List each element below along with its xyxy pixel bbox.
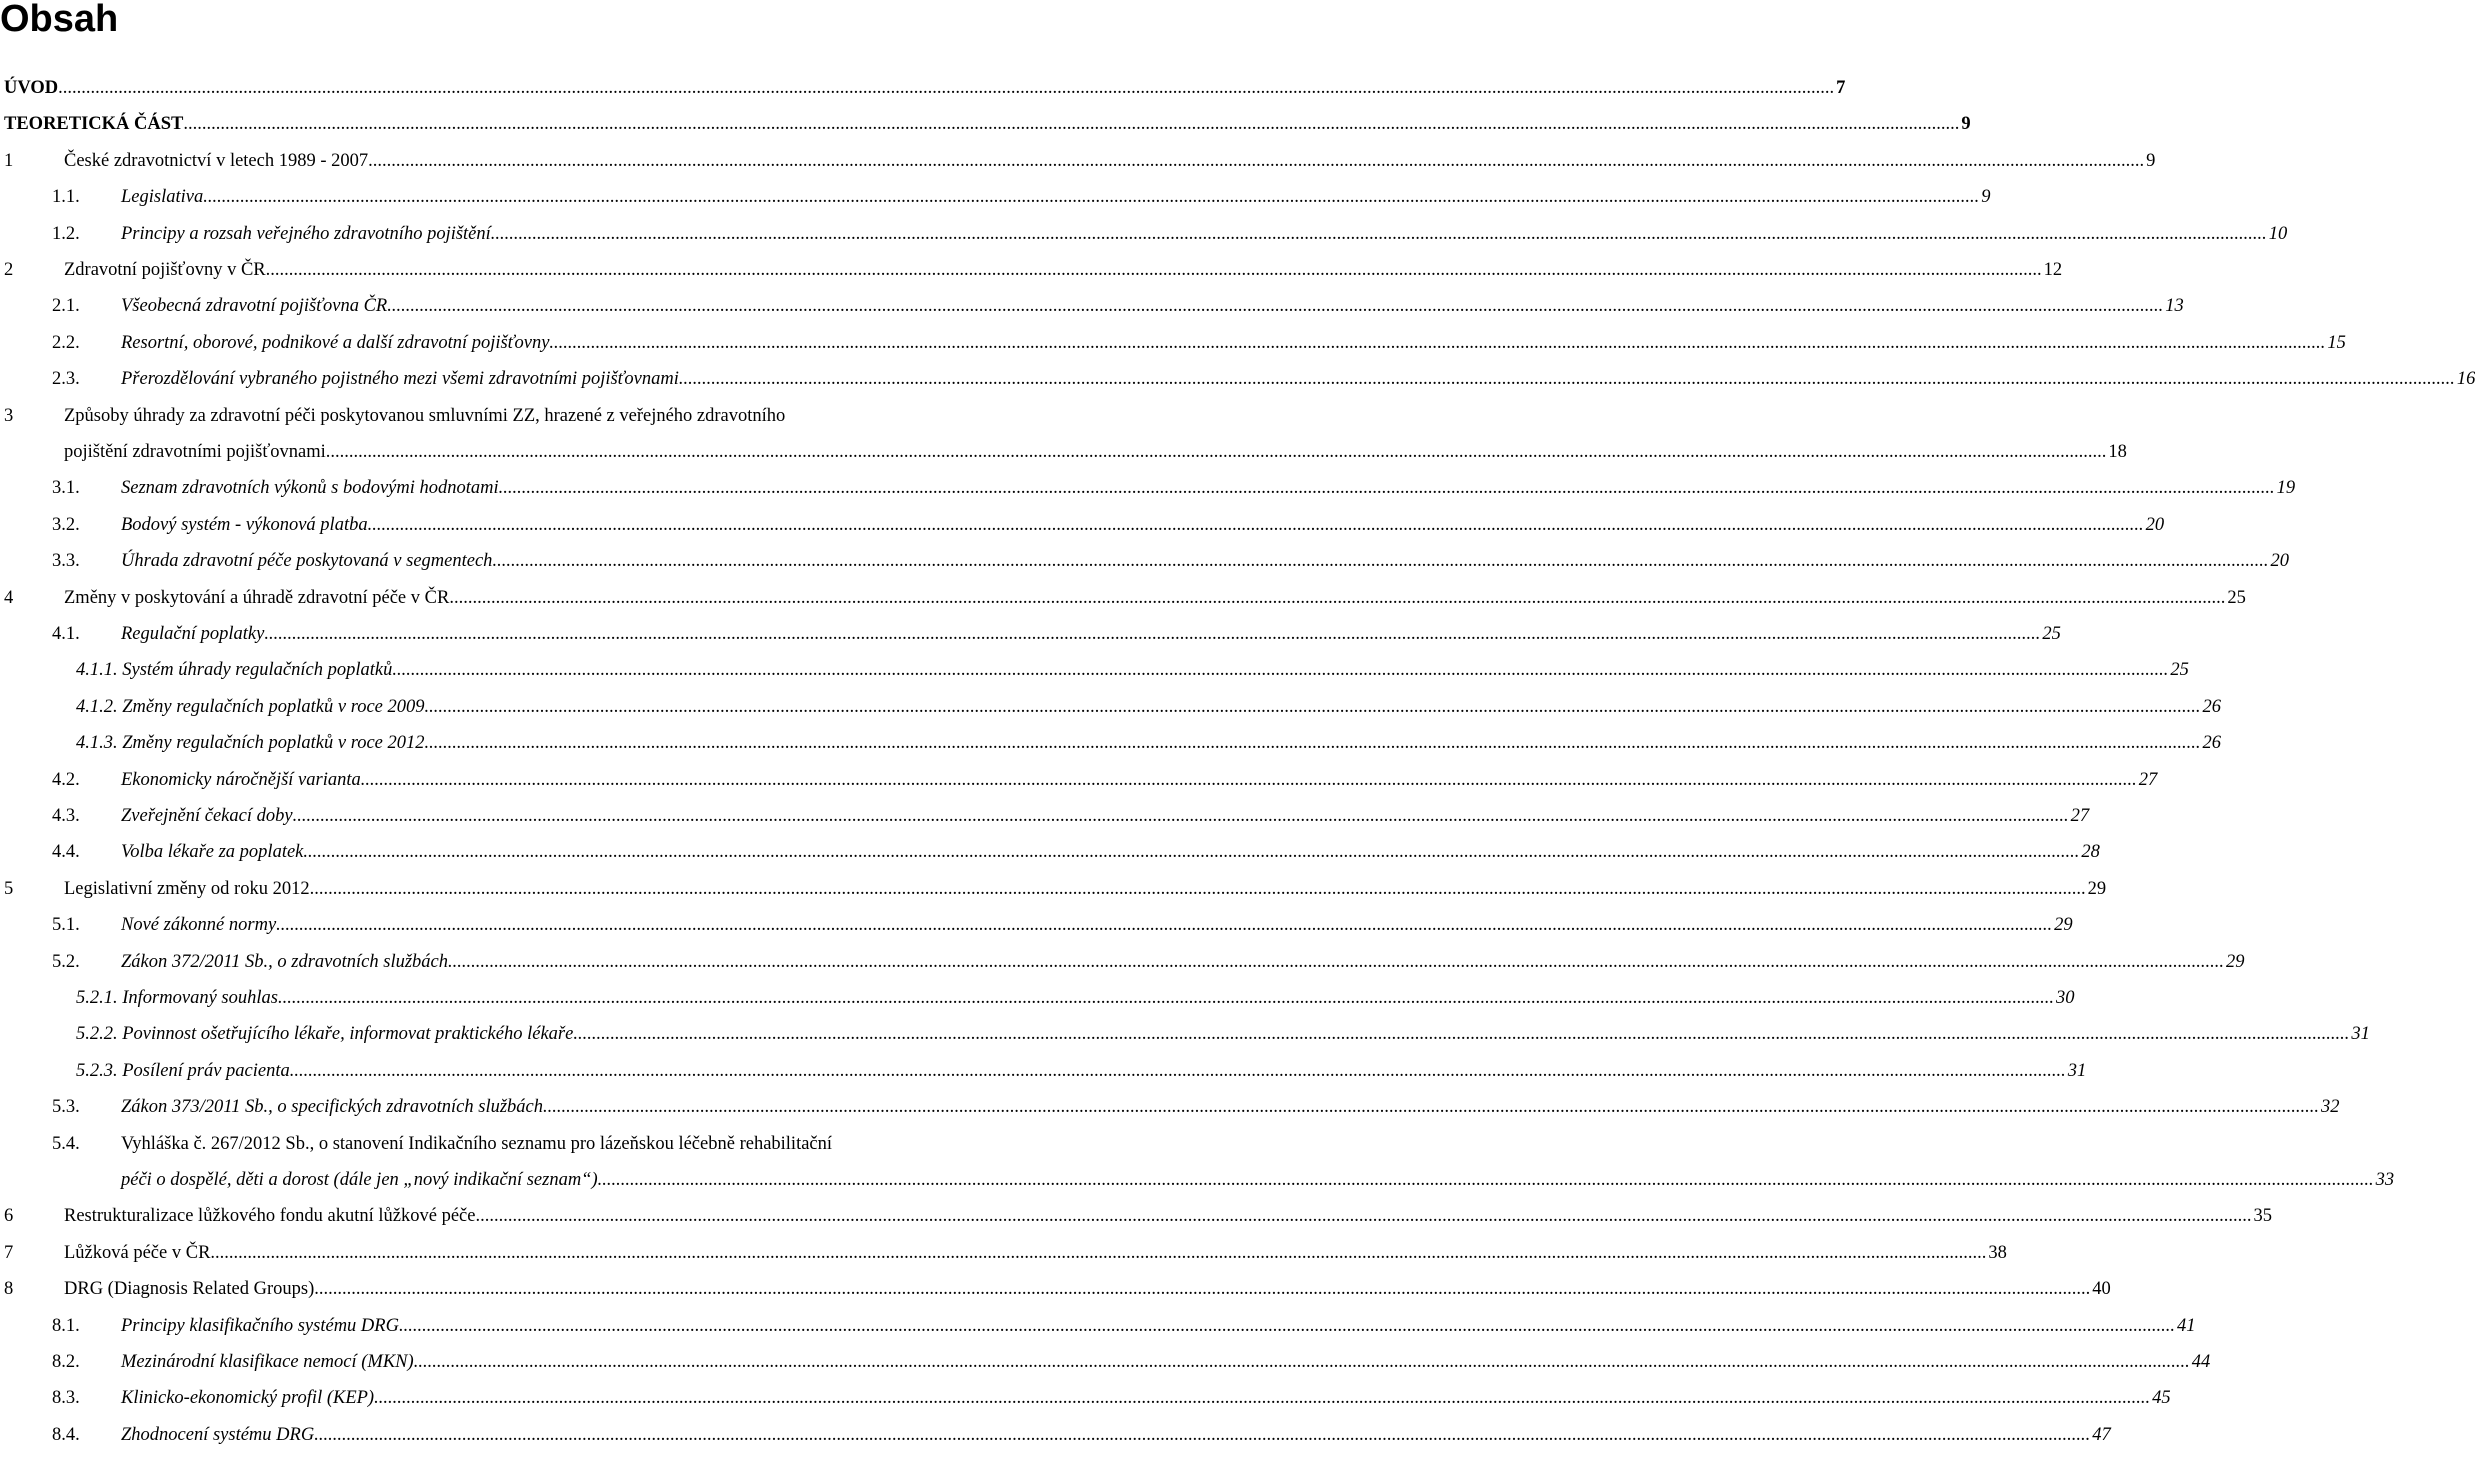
leader-dots [374,1386,2150,1410]
leader-dots [425,731,2201,755]
toc-entry-label: Lůžková péče v ČR [64,1242,211,1263]
toc-entry-page: 33 [2375,1169,2395,1190]
leader-dots [183,112,1959,136]
toc-entry-page: 27 [2070,806,2090,826]
leader-dots [414,1350,2190,1374]
toc-entry-number: 1.1. [52,187,80,208]
toc-entry-page: 9 [1981,187,1991,208]
toc-entry-number: 2.1. [52,296,80,317]
leader-dots [278,986,2054,1010]
toc-entry-label: Klinicko-ekonomický profil (KEP) [121,1388,375,1409]
toc-entry-label: pojištění zdravotními pojišťovnami. [64,441,331,462]
toc-entry-label: Zákon 373/2011 Sb., o specifických zdravotních službách [121,1097,544,1118]
toc-entry-label: Mezinárodní klasifikace nemocí (MKN) [121,1352,414,1372]
toc-entry-label: Resortní, oborové, podnikové a další zdravotní pojišťovny [121,332,550,353]
leader-dots [491,222,2267,246]
toc-entry-page: 20 [2270,551,2289,572]
leader-dots [310,877,2086,901]
leader-dots [387,294,2163,318]
toc-entry-page: 20 [2145,514,2165,535]
leader-dots [314,1277,2090,1301]
leader-dots [303,840,2079,864]
toc-entry-number: 4.4. [52,842,80,863]
toc-entry-number: 4.2. [52,769,80,790]
toc-entry-page: 28 [2081,842,2100,863]
leader-dots [368,513,2144,537]
toc-entry-page: 31 [2067,1060,2087,1081]
toc-entry-page: 27 [2138,769,2158,790]
toc-entry-number: 2.2. [52,332,80,353]
toc-entry-number: 4.3. [52,806,80,826]
leader-dots [293,804,2069,828]
toc-entry-number: 2.3. [52,369,80,390]
toc-entry-page: 45 [2152,1388,2171,1409]
leader-dots [210,1241,1986,1265]
toc-entry-number: 6 [4,1206,14,1227]
toc-entry-number: 1.2. [52,223,80,244]
leader-dots [58,76,1834,100]
toc-entry-page: 35 [2253,1206,2272,1227]
toc-entry-label: Regulační poplatky [121,624,265,644]
leader-dots [543,1095,2319,1119]
toc-entry-label: péči o dospělé, děti a dorost (dále jen „nový indikační seznam“) [121,1169,598,1190]
toc-entry-number: 5 [4,878,14,899]
toc-entry-label: Restrukturalizace lůžkového fondu akutní lůžkové péče [64,1206,476,1227]
toc-entry-page: 26 [2202,696,2222,717]
toc-entry-page: 41 [2176,1315,2196,1336]
toc-entry-page: 18 [2108,441,2127,462]
toc-entry-label: Způsoby úhrady za zdravotní péči poskytovanou smluvními ZZ, hrazené z veřejného zdravotního [64,405,786,426]
leader-dots [392,658,2168,682]
toc-entry-page: 16 [2456,369,2475,390]
leader-dots [330,440,2106,464]
page-title: Obsah [0,0,119,40]
toc-entry-page: 25 [2227,587,2246,608]
toc-entry-page: 31 [2351,1024,2370,1045]
toc-entry-page: 44 [2191,1352,2211,1372]
toc-entry-number: 2 [4,260,14,280]
leader-dots [276,913,2052,937]
toc-entry-number: 8 [4,1279,14,1300]
leader-dots [425,695,2201,719]
toc-entry-page: 19 [2276,478,2296,499]
leader-dots [475,1204,2251,1228]
toc-entry-number: 4 [4,587,14,608]
toc-entry-label: České zdravotnictví v letech 1989 - 2007 [64,150,369,171]
toc-entry-page: 15 [2327,332,2346,353]
toc-entry-number: 3.2. [52,514,80,535]
toc-entry-label: Principy klasifikačního systému DRG [121,1315,399,1336]
toc-entry-label: Legislativa [121,187,204,208]
toc-entry-number: 5.4. [52,1133,80,1154]
toc-entry-page: 29 [2226,951,2245,972]
toc-entry-label: Všeobecná zdravotní pojišťovna ČR [121,296,388,317]
toc-entry-page: 30 [2055,988,2075,1008]
toc-entry-label: 5.2.1. Informovaný souhlas [76,988,278,1008]
toc-entry-label: Bodový systém - výkonová platba [121,514,368,535]
toc-entry-label: 4.1.1. Systém úhrady regulačních poplatků [76,660,393,681]
leader-dots [679,367,2455,391]
leader-dots [449,586,2225,610]
toc-entry-number: 8.1. [52,1315,80,1336]
toc-entry-label: 4.1.2. Změny regulačních poplatků v roce 2009 [76,696,425,717]
toc-entry-page: 9 [1961,114,1971,135]
toc-entry-label: Zveřejnění čekací doby [121,806,293,826]
toc-entry-page: 29 [2054,915,2073,936]
toc-entry-number: 7 [4,1242,14,1263]
leader-dots [314,1423,2090,1447]
leader-dots [573,1022,2349,1046]
toc-entry-label: Nové zákonné normy [121,915,277,936]
leader-dots [549,331,2325,355]
leader-dots [290,1059,2066,1083]
toc-entry-label: 5.2.2. Povinnost ošetřujícího lékaře, informovat praktického lékaře [76,1024,574,1045]
toc-entry-label: Zákon 372/2011 Sb., o zdravotních službách [121,951,448,972]
toc-entry-label: TEORETICKÁ ČÁST [4,114,184,135]
leader-dots [492,549,2268,573]
toc-entry-page: 47 [2092,1424,2111,1445]
toc-entry-page: 32 [2321,1097,2340,1118]
toc-entry-label: Zhodnocení systému DRG [121,1424,315,1445]
toc-entry-label: ÚVOD [4,78,59,98]
leader-dots [448,950,2224,974]
toc-entry-label: Změny v poskytování a úhradě zdravotní péče v ČR [64,587,450,608]
toc-entry-label: DRG (Diagnosis Related Groups) [64,1279,315,1300]
toc-entry-label: Zdravotní pojišťovny v ČR [64,260,266,280]
toc-entry-number: 3.1. [52,478,80,499]
toc-entry-number: 5.2. [52,951,80,972]
toc-entry-number: 8.4. [52,1424,80,1445]
toc-entry-page: 25 [2170,660,2189,681]
leader-dots [499,476,2275,500]
toc-entry-label: Vyhláška č. 267/2012 Sb., o stanovení Indikačního seznamu pro lázeňskou léčebně rehabilitační [121,1133,833,1154]
leader-dots [598,1168,2374,1192]
toc-entry-page: 26 [2202,733,2222,754]
toc-entry-label: Seznam zdravotních výkonů s bodovými hodnotami [121,478,499,499]
leader-dots [368,149,2144,173]
toc-entry-number: 8.3. [52,1388,80,1409]
leader-dots [399,1314,2175,1338]
leader-dots [264,622,2040,646]
toc-entry-page: 7 [1836,78,1846,98]
toc-entry-page: 40 [2092,1279,2111,1300]
toc-entry-page: 10 [2268,223,2288,244]
toc-entry-number: 1 [4,150,14,171]
toc-entry-page: 29 [2087,878,2107,899]
toc-entry-number: 5.3. [52,1097,80,1118]
leader-dots [361,768,2137,792]
toc-entry-page: 25 [2042,624,2061,644]
toc-entry-number: 8.2. [52,1352,80,1372]
toc-entry-page: 12 [2043,260,2063,280]
toc-entry-label: Principy a rozsah veřejného zdravotního pojištění [121,223,491,244]
toc-entry-label: 5.2.3. Posílení práv pacienta [76,1060,290,1081]
toc-entry-label: Ekonomicky náročnější varianta [121,769,361,790]
toc-entry-label: Volba lékaře za poplatek [121,842,304,863]
toc-entry-label: Přerozdělování vybraného pojistného mezi všemi zdravotními pojišťovnami [121,369,679,390]
toc-entry-page: 13 [2165,296,2184,317]
toc-entry-page: 38 [1988,1242,2007,1263]
toc-entry-label: 4.1.3. Změny regulačních poplatků v roce 2012 [76,733,425,754]
toc-entry-page: 9 [2146,150,2156,171]
toc-entry-number: 3.3. [52,551,80,572]
toc-entry-number: 4.1. [52,624,80,644]
toc-entry-number: 5.1. [52,915,80,936]
toc-entry-label: Legislativní změny od roku 2012 [64,878,310,899]
leader-dots [203,185,1979,209]
leader-dots [266,258,2042,282]
toc-entry-number: 3 [4,405,14,426]
toc-entry-label: Úhrada zdravotní péče poskytovaná v segmentech [121,551,493,572]
